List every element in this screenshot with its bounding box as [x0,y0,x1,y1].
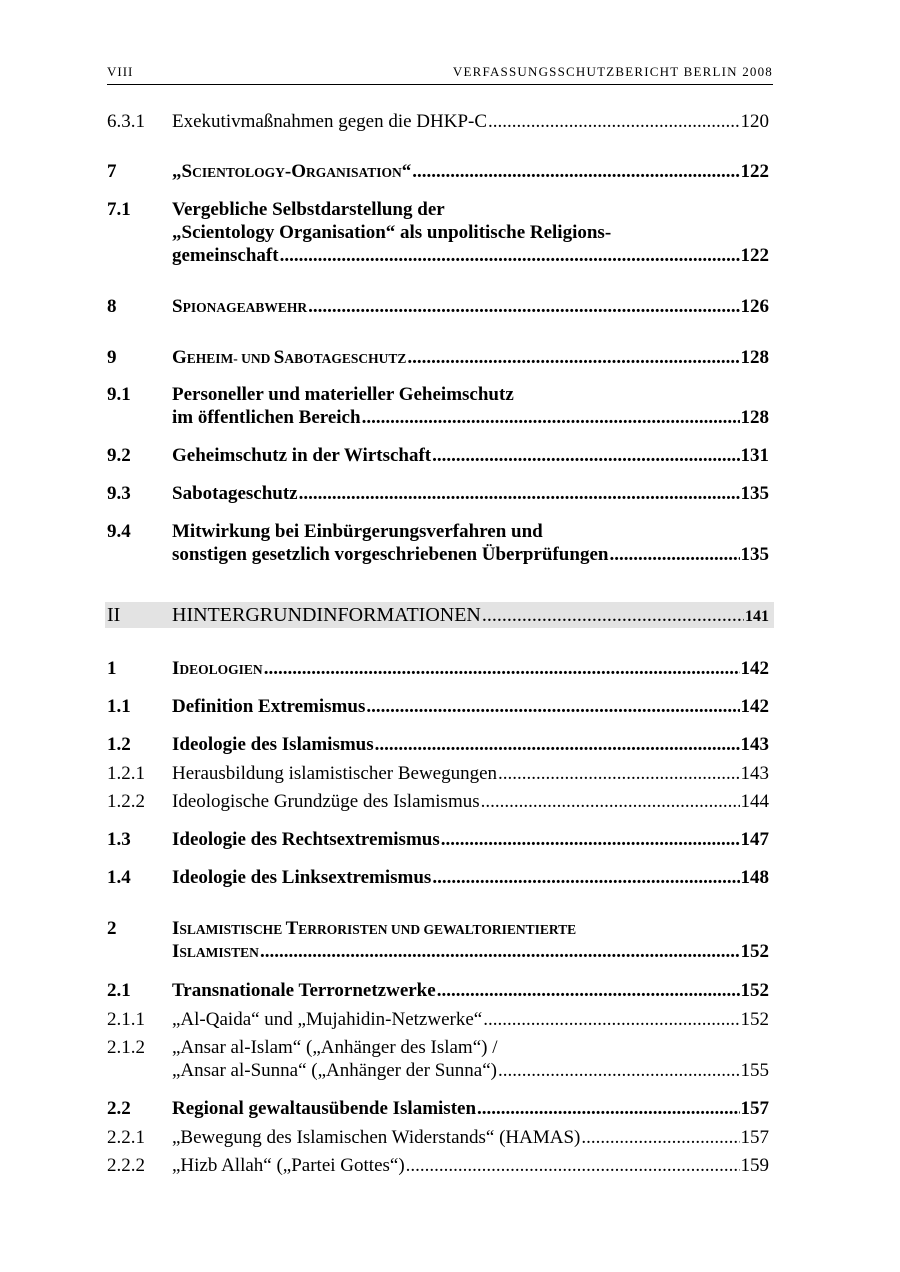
entry-number: 7 [107,161,117,182]
toc-entry-2-2-1[interactable] [107,1126,769,1149]
toc-entry-2-1-2[interactable] [107,1036,769,1082]
leader-dots [498,762,739,785]
leader-dots [375,733,740,756]
entry-page: 144 [740,791,769,812]
toc-entry-1-2[interactable] [107,733,769,756]
entry-title-line-3: gemeinschaft [172,245,279,266]
entry-page: 143 [740,734,769,755]
entry-title-line-2: im öffentlichen Bereich [172,407,361,428]
toc-entry-6-3-1[interactable] [107,110,769,133]
entry-page: 142 [740,658,769,679]
leader-dots [362,406,740,429]
entry-title: „Al-Qaida“ und „Mujahidin-Netzwerke“ [172,1009,483,1030]
entry-number: 1.4 [107,867,131,888]
toc-entry-1-1[interactable] [107,695,769,718]
leader-dots [432,866,739,889]
entry-number: 9 [107,347,117,368]
toc-entry-9-2[interactable] [107,444,769,467]
entry-title: Ideologie des Linksextremismus [172,867,432,888]
entry-title-line-2: „Scientology Organisation“ als unpolitische Religions- [172,222,612,243]
page-number: VIII [107,64,134,79]
leader-dots [477,1097,739,1120]
leader-dots [581,1126,739,1149]
entry-title: Herausbildung islamistischer Bewegungen [172,763,498,784]
entry-page: 135 [740,544,769,565]
entry-title: Regional gewaltausübende Islamisten [172,1098,477,1119]
entry-title: Sabotageschutz [172,483,298,504]
entry-title: Geheimschutz in der Wirtschaft [172,445,432,466]
entry-title-line-1: ISLAMISTISCHE TERRORISTEN UND GEWALTORIENTIERTE [172,918,577,939]
entry-title: HINTERGRUNDINFORMATIONEN [172,604,481,626]
entry-title-line-1: Mitwirkung bei Einbürgerungsverfahren und [172,521,543,542]
toc-entry-1[interactable] [107,657,769,680]
entry-page: 152 [740,980,769,1001]
toc-entry-1-2-2[interactable] [107,790,769,813]
entry-number: 1.2.2 [107,791,145,812]
entry-title: „SCIENTOLOGY-ORGANISATION“ [172,161,412,182]
entry-page: 120 [740,111,769,132]
leader-dots [482,604,744,627]
leader-dots [366,695,739,718]
entry-number: 2.2 [107,1098,131,1119]
leader-dots [264,657,740,680]
toc-entry-9-1[interactable] [107,383,769,429]
leader-dots [260,940,740,963]
toc-entry-1-4[interactable] [107,866,769,889]
leader-dots [308,295,739,318]
entry-page: 157 [740,1127,769,1148]
entry-number: 9.1 [107,384,131,405]
entry-title-line-2: „Ansar al-Sunna“ („Anhänger der Sunna“) [172,1060,497,1081]
entry-number: 8 [107,296,117,317]
entry-title: Ideologie des Islamismus [172,734,374,755]
entry-page: 157 [740,1098,769,1119]
leader-dots [280,244,740,267]
toc-entry-9-3[interactable] [107,482,769,505]
entry-page: 159 [740,1155,769,1176]
leader-dots [412,160,739,183]
toc-entry-2-1-1[interactable] [107,1008,769,1031]
toc-entry-7-1[interactable] [107,198,769,267]
entry-title: „Bewegung des Islamischen Widerstands“ (HAMAS) [172,1127,581,1148]
entry-page: 128 [740,407,769,428]
header-title: VERFASSUNGSSCHUTZBERICHT BERLIN 2008 [452,64,773,79]
entry-page: 141 [745,608,769,625]
entry-number: 1.1 [107,696,131,717]
entry-number: 2.1.1 [107,1009,145,1030]
entry-page: 131 [740,445,769,466]
entry-page: 152 [740,1009,769,1030]
entry-number: 2.2.1 [107,1127,145,1148]
entry-number: 2.2.2 [107,1155,145,1176]
toc-entry-2-2[interactable] [107,1097,769,1120]
entry-number: 6.3.1 [107,111,145,132]
entry-number: 2.1.2 [107,1037,145,1058]
entry-title-line-2: ISLAMISTEN [172,941,259,962]
running-header [107,64,773,85]
entry-page: 122 [740,161,769,182]
entry-title-line-1: Personeller und materieller Geheimschutz [172,384,514,405]
entry-number: II [107,604,121,626]
leader-dots [441,828,740,851]
toc-entry-9[interactable] [107,346,769,369]
entry-page: 143 [740,763,769,784]
toc-section-II[interactable] [107,604,769,627]
entry-number: 7.1 [107,199,131,220]
entry-page: 147 [740,829,769,850]
entry-number: 1.3 [107,829,131,850]
entry-title-line-2: sonstigen gesetzlich vorgeschriebenen Überprüfungen [172,544,609,565]
entry-page: 135 [740,483,769,504]
entry-title: IDEOLOGIEN [172,658,263,679]
toc-entry-2-1[interactable] [107,979,769,1002]
leader-dots [483,1008,739,1031]
leader-dots [488,110,739,133]
leader-dots [406,1154,740,1177]
leader-dots [407,346,739,369]
entry-title: Ideologie des Rechtsextremismus [172,829,440,850]
leader-dots [432,444,739,467]
entry-number: 1 [107,658,117,679]
toc-entry-1-3[interactable] [107,828,769,851]
entry-title-line-1: Vergebliche Selbstdarstellung der [172,199,445,220]
entry-title: SPIONAGEABWEHR [172,296,308,317]
leader-dots [498,1059,740,1082]
entry-number: 9.4 [107,521,131,542]
entry-title: Ideologische Grundzüge des Islamismus [172,791,480,812]
entry-title: GEHEIM- UND SABOTAGESCHUTZ [172,347,407,368]
entry-page: 126 [740,296,769,317]
entry-title: Exekutivmaßnahmen gegen die DHKP-C [172,111,488,132]
entry-title-line-1: „Ansar al-Islam“ („Anhänger des Islam“) / [172,1037,498,1058]
toc-entry-9-4[interactable] [107,520,769,566]
entry-title: „Hizb Allah“ („Partei Gottes“) [172,1155,405,1176]
entry-number: 1.2.1 [107,763,145,784]
toc-entry-2[interactable] [107,917,769,963]
entry-page: 142 [740,696,769,717]
entry-number: 2 [107,918,117,939]
leader-dots [609,543,739,566]
leader-dots [299,482,740,505]
entry-page: 152 [740,941,769,962]
entry-number: 9.2 [107,445,131,466]
toc-entry-2-2-2[interactable] [107,1154,769,1177]
leader-dots [437,979,740,1002]
entry-page: 128 [740,347,769,368]
entry-number: 9.3 [107,483,131,504]
leader-dots [481,790,740,813]
entry-page: 148 [740,867,769,888]
entry-title: Definition Extremismus [172,696,366,717]
toc-entry-1-2-1[interactable] [107,762,769,785]
entry-page: 122 [740,245,769,266]
entry-number: 2.1 [107,980,131,1001]
toc-entry-7[interactable] [107,160,769,183]
entry-number: 1.2 [107,734,131,755]
toc-entry-8[interactable] [107,295,769,318]
entry-title: Transnationale Terrornetzwerke [172,980,436,1001]
entry-page: 155 [740,1060,769,1081]
